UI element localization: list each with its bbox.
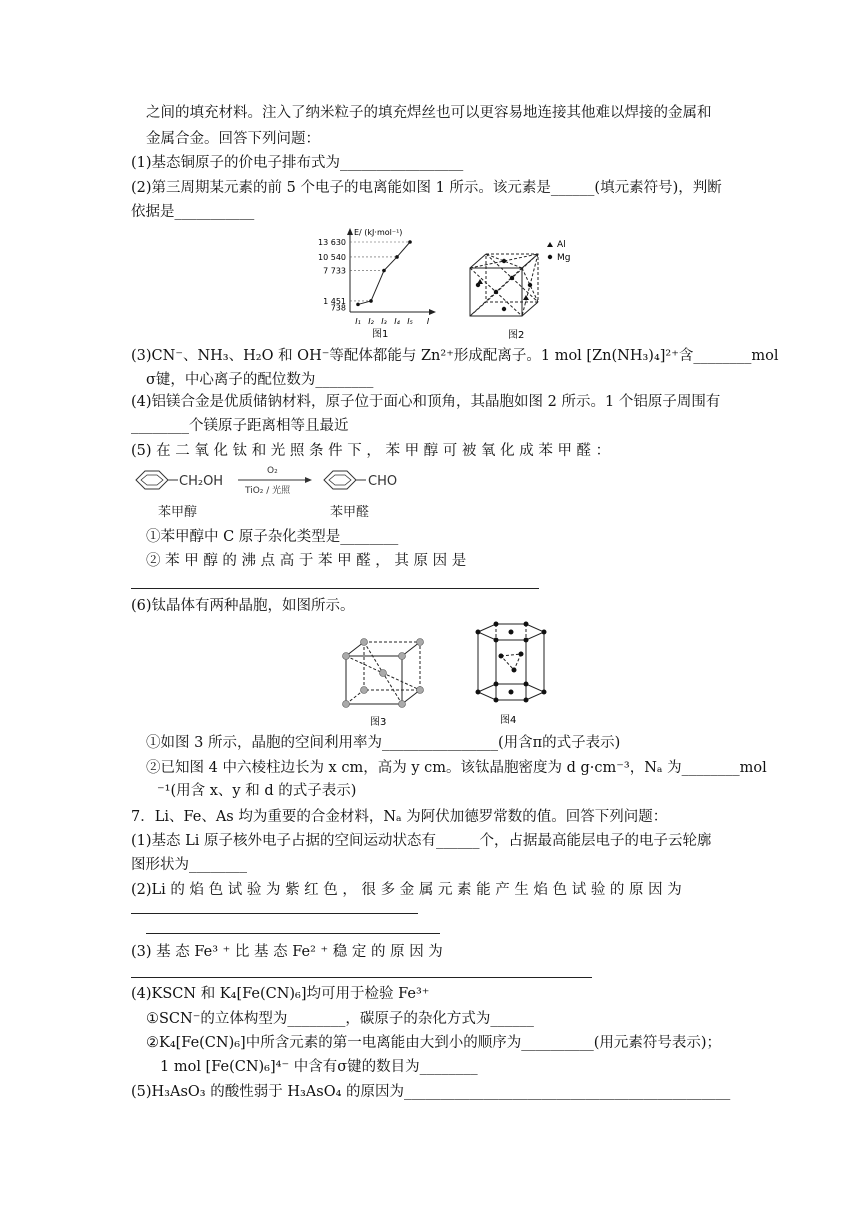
- reactant-name: 苯甲醇: [158, 505, 198, 520]
- titanium-bcc-cell: [330, 628, 440, 730]
- question-3-line-2: σ键，中心离子的配位数为________: [146, 372, 374, 388]
- x-axis-arrow: [429, 309, 436, 315]
- question-4-line-1: (4)铝镁合金是优质储钠材料，原子位于面心和顶角，其晶胞如图 2 所示。1 个铝原子周围有: [131, 394, 721, 410]
- product-group: CHO: [368, 474, 398, 489]
- figure-3-caption: 图3: [370, 717, 387, 728]
- x-tick-label: I₃: [381, 317, 387, 326]
- question-6-part-2-line-2: ⁻¹(用含 x、y 和 d 的式子表示): [157, 783, 357, 799]
- legend-mg-label: Mg: [557, 253, 571, 263]
- question-7-1-line-2: 图形状为________: [131, 857, 247, 873]
- answer-line-7-2-a: [131, 913, 418, 914]
- question-6-part-2-line-1: ②已知图 4 中六棱柱边长为 x cm，高为 y cm。该钛晶胞密度为 d g·cm⁻³，Nₐ 为________mol: [146, 760, 767, 776]
- data-point: [395, 255, 399, 259]
- data-point: [369, 299, 373, 303]
- cube-edges: [470, 254, 538, 316]
- intro-line-1: 之间的填充材料。注入了纳米粒子的填充焊丝也可以更容易地连接其他难以焊接的金属和: [146, 105, 712, 121]
- y-tick-label: 10 540: [318, 252, 346, 262]
- y-tick-label: 13 630: [318, 238, 346, 247]
- question-7-3-line-1: (3) 基 态 Fe³ ⁺ 比 基 态 Fe² ⁺ 稳 定 的 原 因 为: [131, 944, 443, 960]
- al-mg-unit-cell: [462, 232, 582, 342]
- data-point: [408, 240, 412, 244]
- product-name: 苯甲醛: [330, 505, 370, 520]
- x-tick-label: I₂: [368, 317, 374, 326]
- question-7-4: (4)KSCN 和 K₄[Fe(CN)₆]均可用于检验 Fe³⁺: [131, 986, 430, 1002]
- answer-line-7-3: [131, 977, 592, 978]
- question-5-part-1: ①苯甲醇中 C 原子杂化类型是________: [146, 529, 399, 545]
- question-6-part-1: ①如图 3 所示，晶胞的空间利用率为________________(用含π的式子表示): [146, 735, 621, 751]
- x-tick-label: I₄: [394, 317, 400, 326]
- y-axis-label: E/ (kJ·mol⁻¹): [354, 228, 403, 237]
- answer-line-7-2-b: [146, 933, 440, 934]
- question-1: (1)基态铜原子的价电子排布式为_________________: [131, 155, 464, 171]
- question-2-line-1: (2)第三周期某元素的前 5 个电子的电离能如图 1 所示。该元素是______(填元素符号)，判断: [131, 180, 722, 196]
- question-6: (6)钛晶体有两种晶胞，如图所示。: [131, 598, 355, 614]
- titanium-atoms: [476, 622, 547, 703]
- y-tick-label: 738: [330, 303, 346, 313]
- question-7-stem: 7．Li、Fe、As 均为重要的合金材料，Nₐ 为阿伏加德罗常数的值。回答下列问题：: [131, 809, 668, 825]
- question-7-5: (5)H₃AsO₃ 的酸性弱于 H₃AsO₄ 的原因为_____________________________________________: [131, 1084, 731, 1100]
- figure-4-caption: 图4: [500, 715, 517, 726]
- reagent-bottom: TiO₂ / 光照: [245, 486, 291, 496]
- answer-line-5-2: [131, 588, 539, 589]
- figure-1-caption: 图1: [372, 329, 389, 340]
- question-5-part-2: ② 苯 甲 醇 的 沸 点 高 于 苯 甲 醛 ， 其 原 因 是: [146, 553, 467, 569]
- data-point: [356, 303, 360, 307]
- ionization-energy-chart: [300, 226, 440, 342]
- legend-mg-marker: [548, 255, 552, 259]
- x-tick-label: I: [426, 317, 430, 326]
- question-2-line-2: 依据是___________: [131, 204, 255, 220]
- question-4-line-2: ________个镁原子距离相等且最近: [131, 418, 349, 434]
- data-point: [382, 269, 386, 273]
- titanium-hcp-cell: [466, 618, 566, 730]
- question-7-4-part-2-line-1: ②K₄[Fe(CN)₆]中所含元素的第一电离能由大到小的顺序为__________(用元素符号表示)；: [146, 1035, 722, 1051]
- y-tick-label: 7 733: [323, 266, 346, 276]
- legend-al-label: Al: [557, 240, 566, 250]
- question-5-line-1: (5) 在 二 氧 化 钛 和 光 照 条 件 下 ， 苯 甲 醇 可 被 氧 化 成 苯 甲 醛 ：: [131, 443, 611, 459]
- figure-2-caption: 图2: [508, 330, 525, 341]
- x-tick-label: I₅: [407, 317, 413, 326]
- series-line: [358, 242, 410, 304]
- y-tick-label: 1 451: [323, 296, 346, 306]
- question-7-4-part-1: ①SCN⁻的立体构型为________，碳原子的杂化方式为______: [146, 1011, 534, 1027]
- prism-edges: [478, 624, 544, 700]
- reaction-scheme: [128, 460, 418, 522]
- reagent-top: O₂: [267, 466, 278, 476]
- reactant-group: CH₂OH: [179, 474, 224, 489]
- question-7-1-line-1: (1)基态 Li 原子核外电子占据的空间运动状态有______个，占据最高能层电子的电子云轮廓: [131, 833, 712, 849]
- intro-line-2: 金属合金。回答下列问题：: [146, 131, 320, 147]
- x-tick-label: I₁: [355, 317, 361, 326]
- y-axis-arrow: [347, 228, 353, 235]
- question-7-4-part-2-line-2: 1 mol [Fe(CN)₆]⁴⁻ 中含有σ键的数目为________: [160, 1059, 478, 1075]
- legend-al-marker: [547, 242, 553, 247]
- question-3-line-1: (3)CN⁻、NH₃、H₂O 和 OH⁻等配体都能与 Zn²⁺形成配离子。1 mol [Zn(NH₃)₄]²⁺含________mol: [131, 348, 779, 364]
- question-7-2-line-1: (2)Li 的 焰 色 试 验 为 紫 红 色 ， 很 多 金 属 元 素 能 产 生 焰 色 试 验 的 原 因 为: [131, 882, 682, 898]
